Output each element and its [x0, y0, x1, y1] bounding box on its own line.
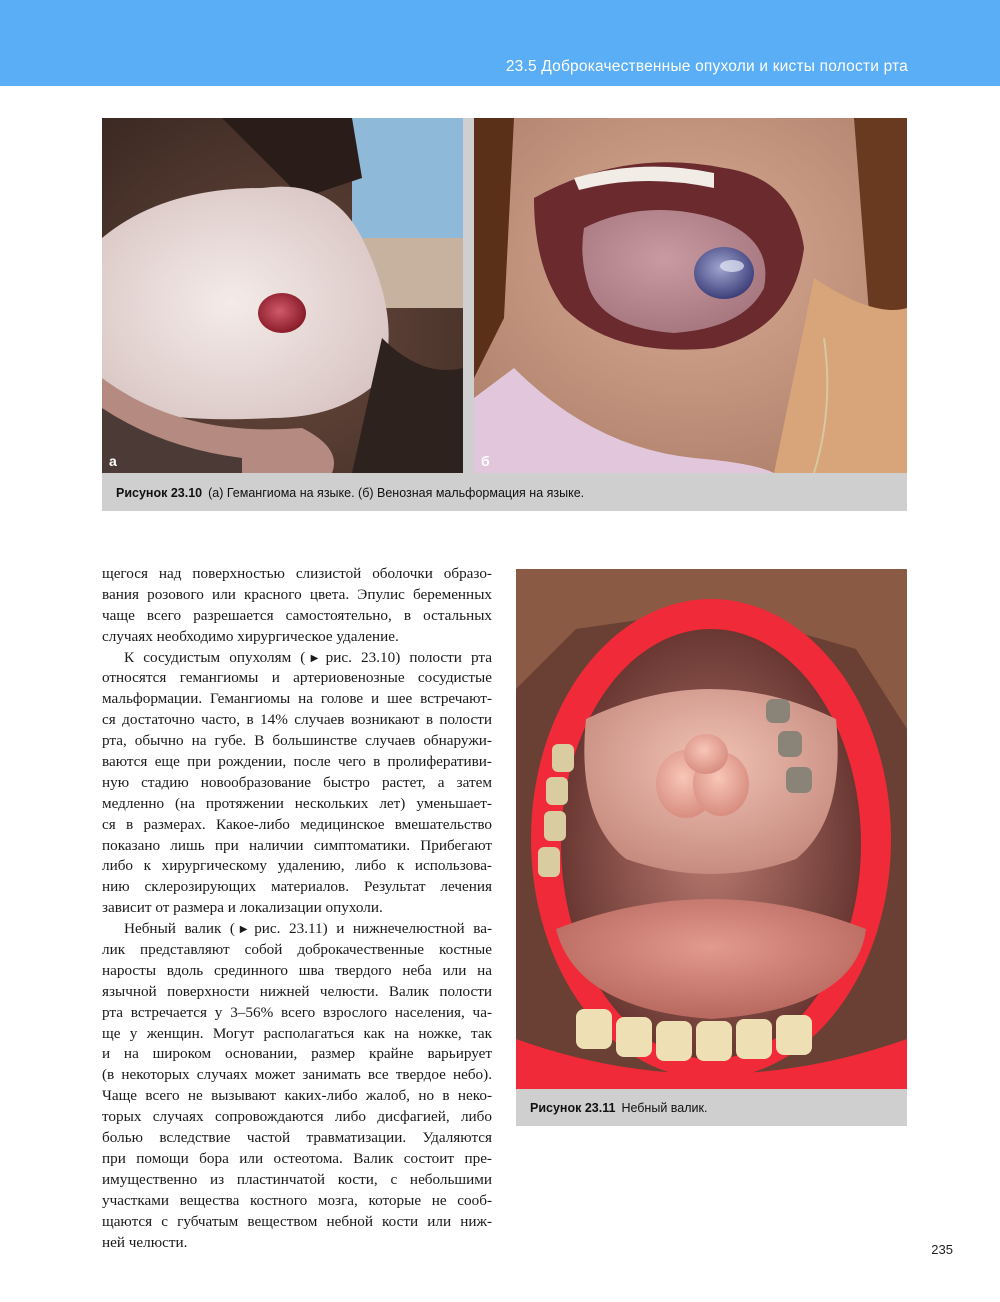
text-line: случаях необходимо хирургическое удаление.	[102, 627, 399, 645]
text-line: при помощи бора или остеотома. Валик состоит пре-	[102, 1149, 492, 1167]
figure-23-11-caption	[530, 1101, 707, 1115]
figure-23-10	[102, 118, 907, 511]
figure-23-11	[516, 569, 907, 1126]
text-line: щегося над поверхностью слизистой оболочки образо-	[102, 565, 492, 582]
text-line: язычной поверхности нижней челюсти. Валик полости	[102, 982, 492, 1000]
text-line: ную стадию новообразование быстро растет, а затем	[102, 773, 492, 791]
caption-number: Рисунок 23.11	[530, 1101, 616, 1115]
figure-reference: рис. 23.10) полости рта	[325, 648, 492, 666]
photo-venous-malformation	[474, 118, 907, 473]
figure-23-10-caption	[116, 486, 584, 500]
text-fragment: Небный валик (	[124, 920, 235, 938]
section-title: 23.5 Доброкачественные опухоли и кисты полости рта	[505, 58, 908, 75]
label-b: б	[481, 453, 490, 469]
text-line: медленно (на протяжении нескольких лет) уменьшает-	[102, 794, 492, 812]
text-line: рта встречается у 3–56% всего взрослого населения, ча-	[102, 1003, 492, 1021]
text-line: мальформации. Гемангиомы на голове и шее встречают-	[102, 690, 492, 708]
text-line: ваются еще при рождении, после чего в пролиферативи-	[102, 753, 492, 771]
text-line: зависит от размера и локализации опухоли.	[102, 899, 383, 917]
page-number: 235	[931, 1242, 953, 1257]
caption-number: Рисунок 23.10	[116, 486, 203, 500]
text-line: лик представляют собой доброкачественные костные	[102, 941, 492, 959]
text-line: ся в размерах. Какое-либо медицинское вмешательство	[102, 815, 492, 833]
triangle-pointer-icon: ▶	[305, 652, 324, 664]
caption-text: (а) Гемангиома на языке. (б) Венозная мальформация на языке.	[208, 486, 585, 500]
text-line: показано лишь при наличии симптоматики. Прибегают	[102, 836, 492, 854]
text-fragment: К сосудистым опухолям (	[124, 648, 306, 666]
text-line: нию склерозирующих материалов. Результат лечения	[102, 878, 492, 896]
text-line: рта, обычно на губе. В большинстве случаев обнаружи-	[102, 732, 492, 750]
text-line: ней челюсти.	[102, 1233, 188, 1251]
caption-text: Небный валик.	[621, 1101, 708, 1115]
text-line: болью вследствие частой травматизации. Удаляются	[102, 1129, 492, 1147]
text-line: (в некоторых случаях может занимать все твердое небо).	[102, 1066, 492, 1084]
text-line: Чаще всего не вызывают каких-либо жалоб, но в неко-	[102, 1087, 492, 1105]
text-line: наросты вдоль срединного шва твердого неба или на	[102, 961, 492, 979]
text-line: ся достаточно часто, в 14% случаев возникают в полости	[102, 711, 492, 729]
text-line: торых случаях сопровождаются либо дисфагией, либо	[102, 1108, 492, 1126]
body-text	[102, 564, 492, 1253]
text-line: вания розового или красного цвета. Эпулис беременных	[102, 585, 492, 603]
text-line	[102, 919, 492, 940]
text-line: участками вещества костного мозга, которые не сооб-	[102, 1191, 492, 1209]
triangle-pointer-icon: ▶	[235, 924, 253, 936]
text-line: имущественно из пластинчатой кости, с небольшими	[102, 1170, 492, 1188]
text-line: ще у женщин. Могут располагаться как на ножке, так	[102, 1024, 492, 1042]
text-line	[102, 648, 492, 669]
photo-hemangioma-tongue	[102, 118, 463, 473]
text-line: относятся гемангиомы и артериовенозные сосудистые	[102, 669, 492, 687]
text-line: либо к хирургическому удалению, либо к использова-	[102, 857, 492, 875]
text-line: щаются с губчатым веществом небной кости или ниж-	[102, 1212, 492, 1230]
figure-reference: рис. 23.11) и нижнечелюстной ва-	[254, 920, 492, 938]
photo-torus-palatinus	[516, 569, 907, 1089]
text-line: чаще всего разрешается самостоятельно, в остальных	[102, 606, 492, 624]
label-a: а	[109, 453, 117, 469]
text-line: и на широком основании, размер крайне варьирует	[102, 1045, 492, 1063]
header-band	[0, 0, 1000, 86]
